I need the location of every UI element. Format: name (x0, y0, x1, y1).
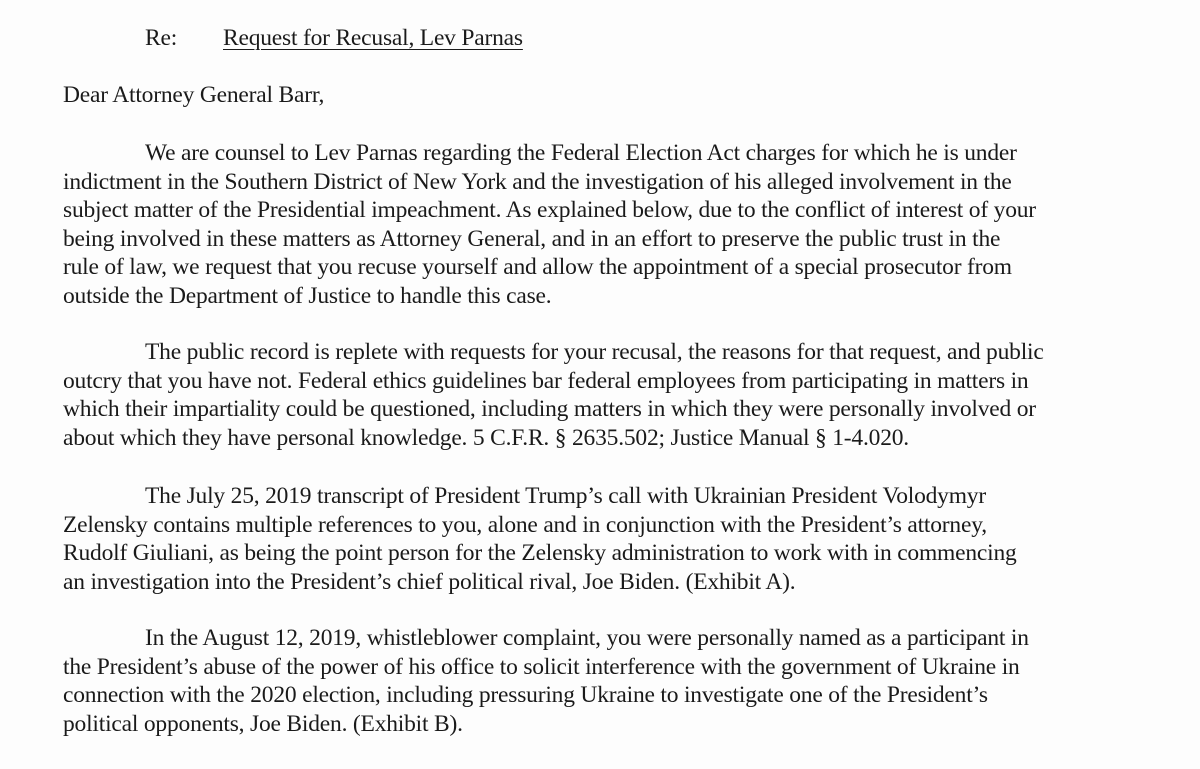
paragraph-2 (63, 338, 1103, 452)
paragraph-3 (63, 482, 1103, 596)
re-line (145, 24, 523, 53)
paragraph-line: outside the Department of Justice to handle this case. (63, 282, 552, 309)
paragraph-line: We are counsel to Lev Parnas regarding the Federal Election Act charges for which he is under (145, 140, 1017, 166)
paragraph-line: Rudolf Giuliani, as being the point person for the Zelensky administration to work with in commencing (63, 540, 1017, 566)
paragraph-line: In the August 12, 2019, whistleblower complaint, you were personally named as a participant in (145, 625, 1029, 651)
paragraph-line: about which they have personal knowledge. 5 C.F.R. § 2635.502; Justice Manual § 1-4.020. (63, 424, 909, 451)
paragraph-line: indictment in the Southern District of New York and the investigation of his alleged involvement in the (63, 168, 1012, 195)
paragraph-line: connection with the 2020 election, including pressuring Ukraine to investigate one of the President’s (63, 682, 988, 708)
salutation: Dear Attorney General Barr, (63, 82, 325, 108)
paragraph-line: the President’s abuse of the power of his office to solicit interference with the government of Ukraine in (63, 653, 1020, 680)
paragraph-line: political opponents, Joe Biden. (Exhibit B). (63, 710, 463, 737)
re-subject: Request for Recusal, Lev Parnas (223, 25, 523, 51)
paragraph-line: The July 25, 2019 transcript of President Trump’s call with Ukrainian President Volodymyr (145, 483, 986, 509)
paragraph-1 (63, 139, 1103, 310)
paragraph-line: outcry that you have not. Federal ethics guidelines bar federal employees from participating in matters in (63, 367, 1029, 394)
paragraph-4 (63, 624, 1103, 738)
paragraph-line: rule of law, we request that you recuse yourself and allow the appointment of a special prosecutor from (63, 254, 1012, 280)
paragraph-line: being involved in these matters as Attorney General, and in an effort to preserve the public trust in the (63, 225, 1001, 252)
paragraph-line: an investigation into the President’s chief political rival, Joe Biden. (Exhibit A). (63, 568, 796, 595)
paragraph-line: which their impartiality could be questioned, including matters in which they were personally involved or (63, 396, 1036, 422)
paragraph-line: Zelensky contains multiple references to you, alone and in conjunction with the President’s attorney, (63, 511, 987, 538)
re-label: Re: (145, 25, 178, 51)
paragraph-line: The public record is replete with requests for your recusal, the reasons for that request, and public (145, 339, 1044, 365)
paragraph-line: subject matter of the Presidential impeachment. As explained below, due to the conflict of interest of your (63, 197, 1036, 223)
